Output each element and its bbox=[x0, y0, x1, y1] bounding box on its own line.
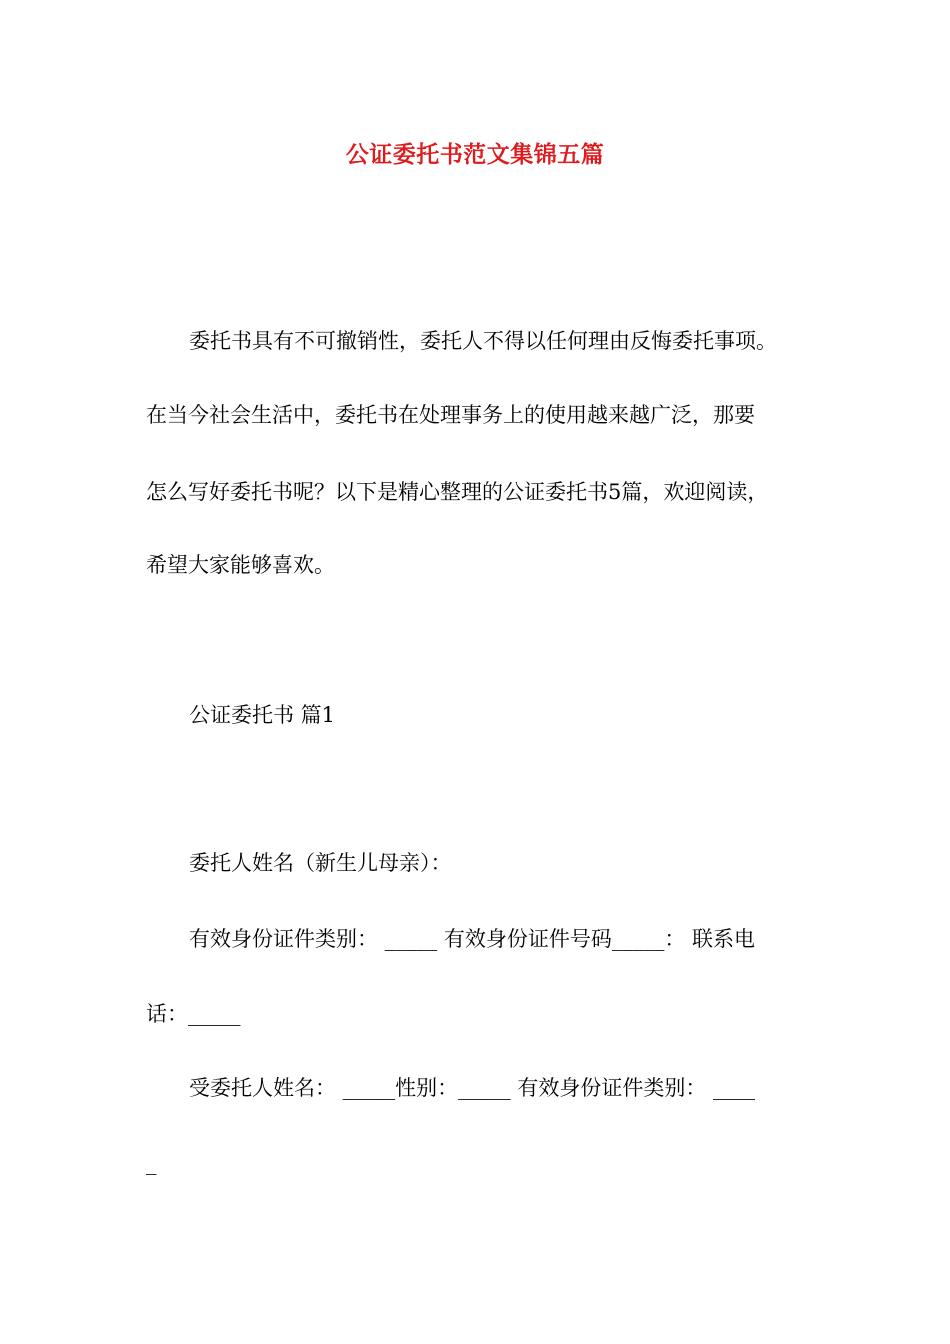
intro-line-3: 怎么写好委托书呢？以下是精心整理的公证委托书5篇，欢迎阅读， bbox=[146, 480, 769, 504]
body-line-4: 受委托人姓名： _____性别：_____ 有效身份证件类别： ____ bbox=[189, 1076, 756, 1100]
body-line-2: 有效身份证件类别： _____ 有效身份证件号码_____： 联系电 bbox=[189, 927, 756, 951]
body-line-5: _ bbox=[146, 1151, 157, 1175]
intro-line-2: 在当今社会生活中，委托书在处理事务上的使用越来越广泛，那要 bbox=[146, 403, 755, 427]
body-line-3: 话：_____ bbox=[146, 1002, 241, 1026]
section-heading: 公证委托书 篇1 bbox=[189, 703, 336, 727]
intro-line-1: 委托书具有不可撤销性，委托人不得以任何理由反悔委托事项。 bbox=[189, 329, 777, 353]
intro-line-4: 希望大家能够喜欢。 bbox=[146, 553, 335, 577]
body-line-1: 委托人姓名（新生儿母亲）： bbox=[189, 851, 452, 875]
document-title: 公证委托书范文集锦五篇 bbox=[345, 141, 605, 168]
